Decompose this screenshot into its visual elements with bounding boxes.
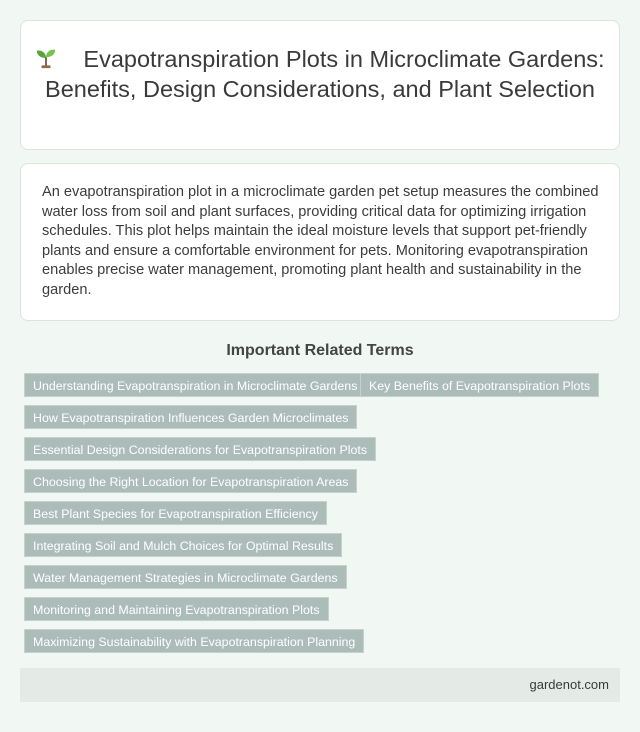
- footer: [20, 668, 620, 702]
- related-term-tag[interactable]: Maximizing Sustainability with Evapotranspiration Planning: [24, 629, 364, 653]
- page-title-text: Evapotranspiration Plots in Microclimate Gardens: Benefits, Design Considerations, and Plant Selection: [45, 46, 605, 102]
- page-title: [35, 44, 605, 104]
- title-card: [20, 20, 620, 150]
- intro-card: [20, 163, 620, 321]
- related-term-tag[interactable]: Best Plant Species for Evapotranspiration Efficiency: [24, 501, 327, 525]
- related-term-tag[interactable]: Key Benefits of Evapotranspiration Plots: [360, 373, 599, 397]
- related-term-tag[interactable]: Essential Design Considerations for Evapotranspiration Plots: [24, 437, 376, 461]
- related-term-tag[interactable]: Integrating Soil and Mulch Choices for Optimal Results: [24, 533, 342, 557]
- related-term-tag[interactable]: Understanding Evapotranspiration in Microclimate Gardens: [24, 373, 366, 397]
- footer-site-link[interactable]: gardenot.com: [529, 677, 609, 692]
- seedling-icon: [35, 47, 57, 69]
- intro-paragraph: An evapotranspiration plot in a microclimate garden pet setup measures the combined water loss from soil and plant surfaces, providing critical data for optimizing irrigation schedules. This plot helps maintain the ideal moisture levels that support pet-friendly plants and ensure a comfortable environment for pets. Monitoring evapotranspiration enables precise water management, promoting plant health and sustainability in the garden.: [42, 184, 599, 298]
- related-term-tag[interactable]: Monitoring and Maintaining Evapotranspiration Plots: [24, 597, 329, 621]
- related-term-tag[interactable]: Choosing the Right Location for Evapotranspiration Areas: [24, 469, 357, 493]
- related-term-tag[interactable]: Water Management Strategies in Microclimate Gardens: [24, 565, 347, 589]
- related-terms-heading: Important Related Terms: [226, 342, 414, 359]
- related-term-tag[interactable]: How Evapotranspiration Influences Garden Microclimates: [24, 405, 357, 429]
